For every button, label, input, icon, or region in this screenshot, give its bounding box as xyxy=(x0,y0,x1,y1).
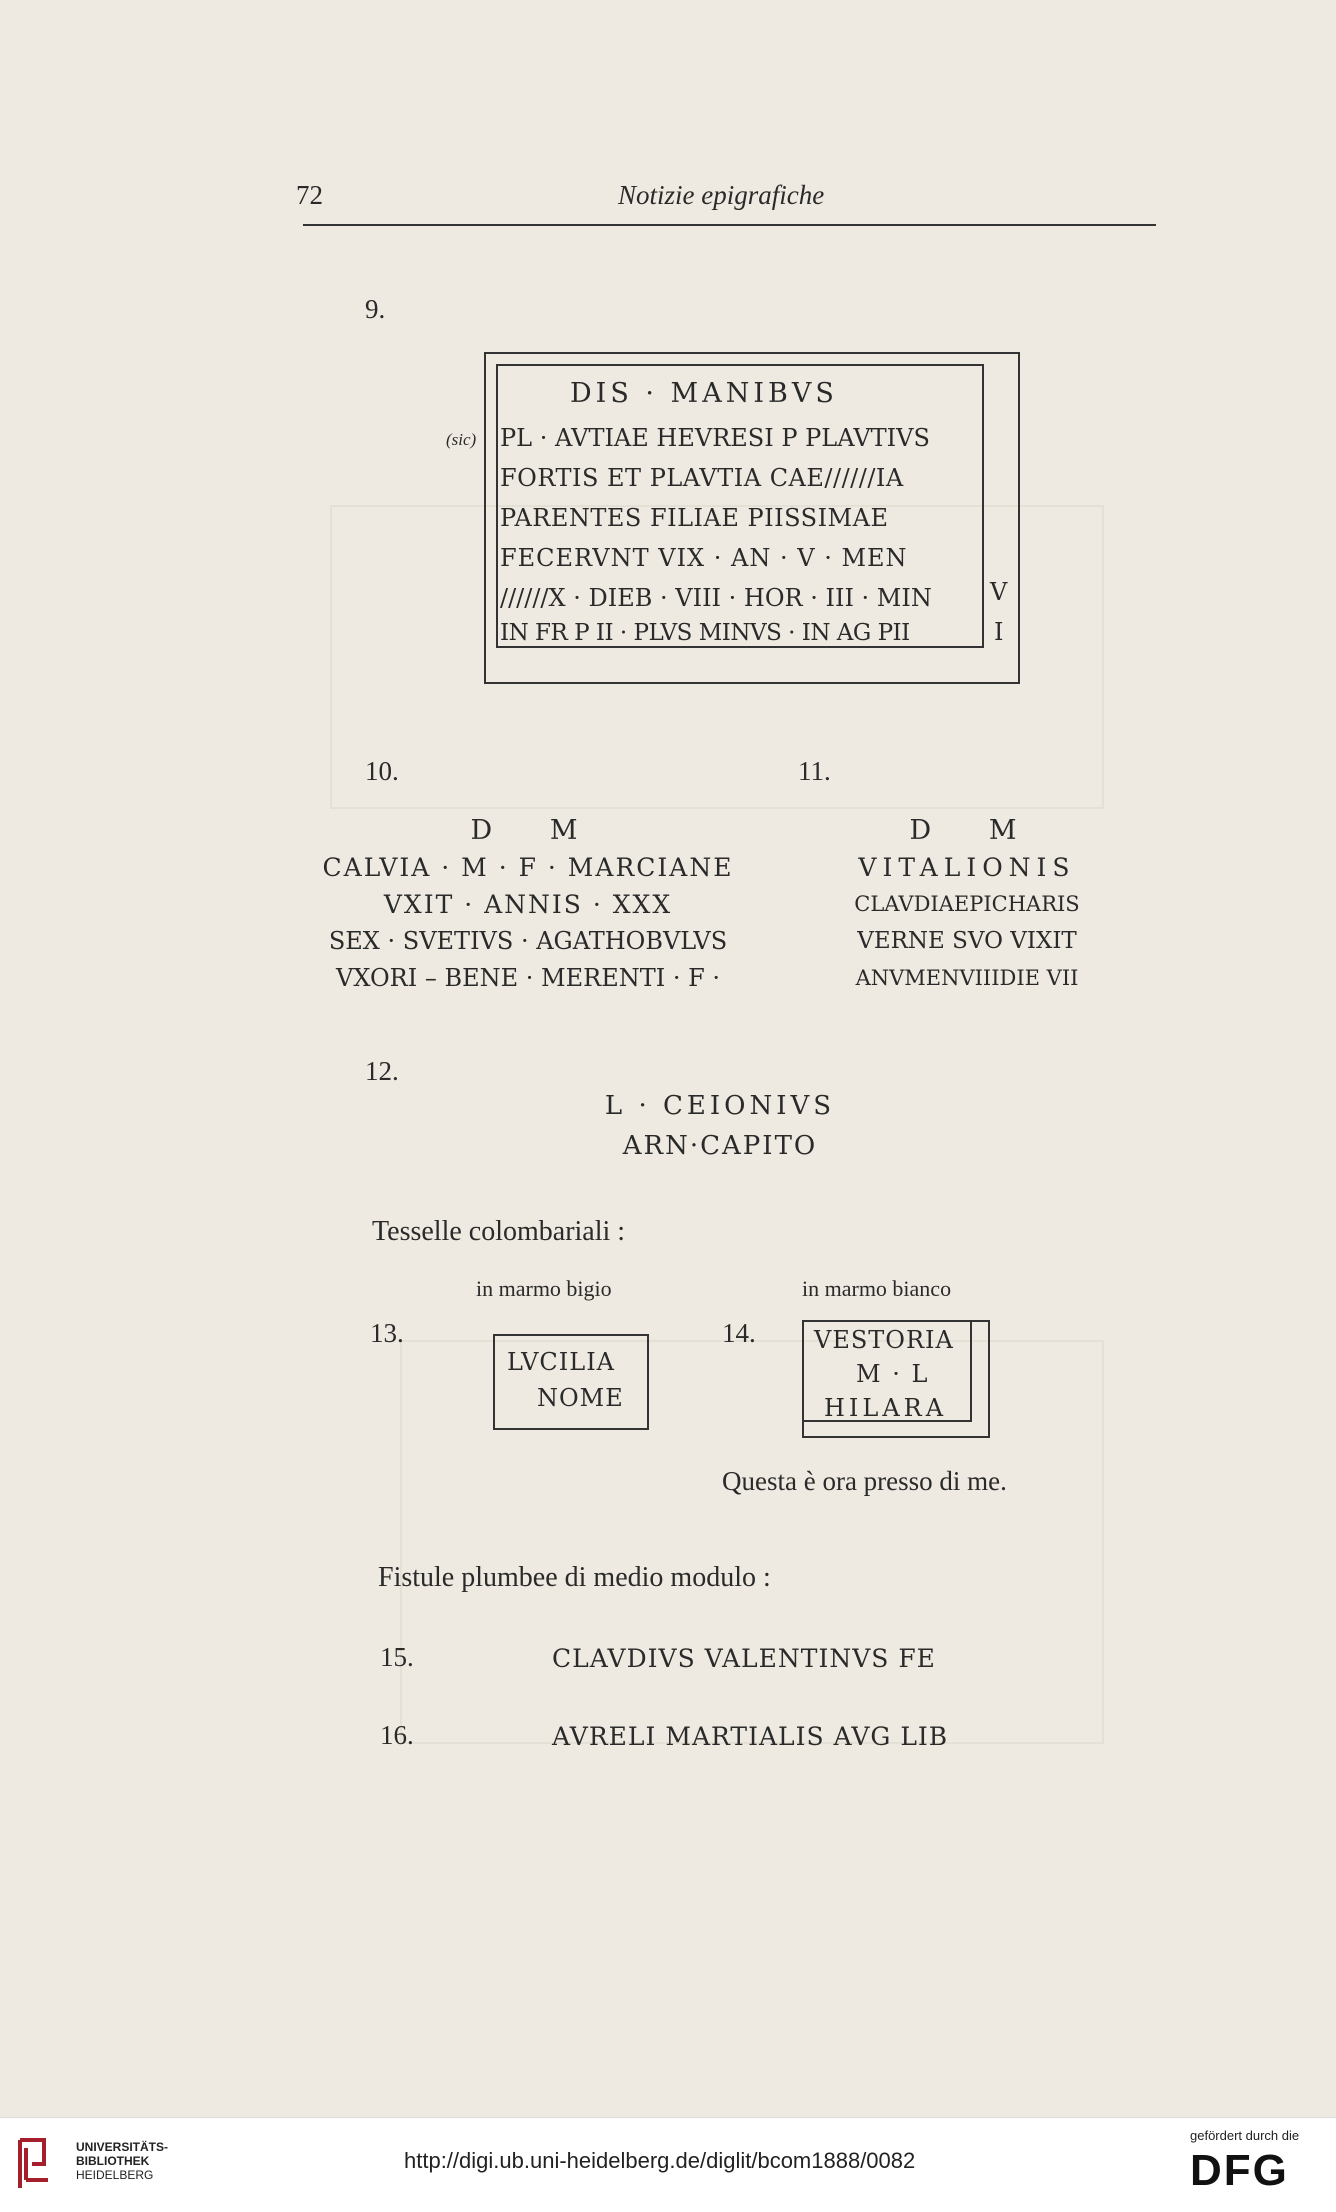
library-name-line: BIBLIOTHEK xyxy=(76,2154,150,2168)
inscription-line: PARENTES FILIAE PIISSIMAE xyxy=(500,504,889,532)
tessera-13 xyxy=(493,1334,649,1430)
caption: in marmo bianco xyxy=(802,1276,952,1301)
inscription-line: ARN·CAPITO xyxy=(622,1131,818,1161)
page-number: 72 xyxy=(296,180,323,210)
caption: in marmo bigio xyxy=(476,1276,612,1301)
inscription-line: CLAVDIAEPICHARIS xyxy=(854,892,1080,916)
item-number: 10. xyxy=(365,756,399,786)
inscription-line: DIS · MANIBVS xyxy=(570,378,838,409)
sic-note: (sic) xyxy=(446,430,477,449)
item-number: 13. xyxy=(370,1318,404,1348)
inscription-line: SEX · SVETIVS · AGATHOBVLVS xyxy=(328,927,728,955)
source-url[interactable]: http://digi.ub.uni-heidelberg.de/diglit/bcom1888/0082 xyxy=(404,2148,916,2173)
tessera-line: HILARA xyxy=(824,1394,948,1422)
library-name-line: HEIDELBERG xyxy=(76,2168,154,2182)
page-title: Notizie epigrafiche xyxy=(618,180,825,210)
tessera-line: NOME xyxy=(537,1384,624,1412)
fistula-text: CLAVDIVS VALENTINVS FE xyxy=(552,1644,936,1673)
tessera-line: LVCILIA xyxy=(507,1348,616,1376)
inscription-10 xyxy=(298,812,758,997)
inscription-line: VITALIONIS xyxy=(858,853,1076,882)
inscription-line: PL · AVTIAE HEVRESI P PLAVTIVS xyxy=(500,424,930,452)
inscription-line: IN FR P II · PLVS MINVS · IN AG PII xyxy=(500,620,910,646)
item-number: 11. xyxy=(798,756,831,786)
library-name-line: UNIVERSITÄTS- xyxy=(76,2140,169,2154)
footer-bar xyxy=(0,2117,1336,2212)
funding-text: gefördert durch die xyxy=(1190,2128,1300,2143)
item-number: 9. xyxy=(365,294,386,324)
tessera-14 xyxy=(802,1320,990,1438)
section-heading: Tesselle colombariali : xyxy=(372,1216,626,1247)
inscription-line: D M xyxy=(470,815,586,846)
item-number: 14. xyxy=(722,1318,756,1348)
note: Questa è ora presso di me. xyxy=(722,1466,1007,1496)
inscription-line: CALVIA · M · F · MARCIANE xyxy=(322,853,734,882)
inscription-line: VERNE SVO VIXIT xyxy=(857,928,1077,954)
tessera-line: M · L xyxy=(856,1360,930,1388)
item-number: 12. xyxy=(365,1056,399,1086)
inscription-side-char: I xyxy=(994,618,1006,646)
fistula-text: AVRELI MARTIALIS AVG LIB xyxy=(552,1722,949,1751)
inscription-line: //////X · DIEB · VIII · HOR · III · MIN xyxy=(500,584,932,612)
dfg-logo[interactable]: DFG xyxy=(1190,2146,1289,2195)
library-name[interactable] xyxy=(76,2140,168,2182)
item-number: 16. xyxy=(380,1720,414,1750)
section-heading: Fistule plumbee di medio modulo : xyxy=(378,1562,771,1593)
header-rule xyxy=(303,224,1156,226)
tessera-line: VESTORIA xyxy=(814,1326,954,1354)
item-number: 15. xyxy=(380,1642,414,1672)
library-logo-icon xyxy=(14,2136,54,2192)
inscription-12 xyxy=(560,1086,880,1166)
inscription-line: L · CEIONIVS xyxy=(604,1091,836,1121)
inscription-line: D M xyxy=(909,815,1025,846)
inscription-11 xyxy=(812,812,1122,997)
inscription-line: FORTIS ET PLAVTIA CAE//////IA xyxy=(500,464,904,492)
inscription-side-char: V xyxy=(990,578,1010,606)
inscription-line: ANVMENVIIIDIE VII xyxy=(855,966,1079,990)
inscription-line: FECERVNT VIX · AN · V · MEN xyxy=(500,544,908,572)
inscription-line: VXIT · ANNIS · XXX xyxy=(383,890,673,919)
inscription-line: VXORI – BENE · MERENTI · F · xyxy=(335,964,720,992)
